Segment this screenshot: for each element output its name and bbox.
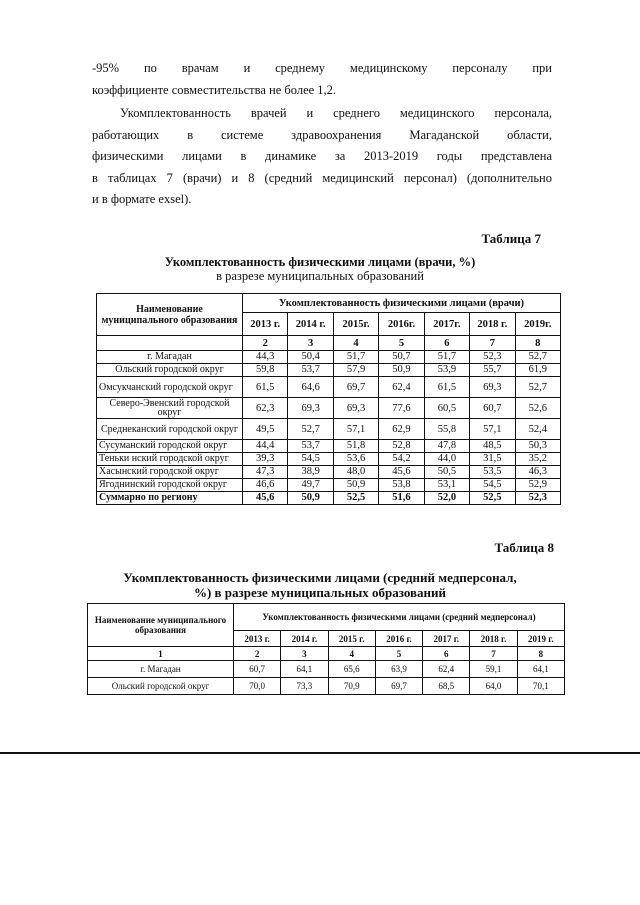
cell: 64,6	[288, 377, 333, 398]
body-line: работающих в системе здравоохранения Магаданской области,	[92, 127, 552, 142]
table-row	[97, 398, 561, 419]
body-paragraph	[92, 103, 552, 211]
cell: 50,5	[424, 466, 469, 479]
cell: 53,7	[288, 440, 333, 453]
cell: 64,1	[281, 661, 328, 678]
table8-colnum: 7	[470, 647, 517, 661]
table7-colnum: 3	[288, 336, 333, 351]
cell: 64,1	[517, 661, 564, 678]
footer-divider	[0, 752, 640, 754]
cell: 46,6	[243, 479, 288, 492]
cell: 52,4	[515, 419, 560, 440]
table8	[87, 603, 565, 695]
table-row	[97, 351, 561, 364]
table7-colnum: 6	[424, 336, 469, 351]
cell: 52,7	[288, 419, 333, 440]
cell: 52,6	[515, 398, 560, 419]
table8-name-header: Наименование муниципального образования	[88, 604, 234, 647]
cell: 70,0	[234, 678, 281, 695]
table7-label: Таблица 7	[481, 231, 541, 246]
cell: 54,5	[470, 479, 515, 492]
cell: 63,9	[375, 661, 422, 678]
cell: 35,2	[515, 453, 560, 466]
cell: 70,9	[328, 678, 375, 695]
table8-year: 2014 г.	[281, 631, 328, 647]
cell: 38,9	[288, 466, 333, 479]
cell: 69,7	[375, 678, 422, 695]
table8-heading	[0, 570, 640, 600]
cell: 57,1	[333, 419, 378, 440]
cell: 52,9	[515, 479, 560, 492]
cell: 44,4	[243, 440, 288, 453]
cell: 45,6	[243, 492, 288, 505]
table-row	[97, 419, 561, 440]
cell: 47,3	[243, 466, 288, 479]
cell: 54,2	[379, 453, 424, 466]
row-name: г. Магадан	[97, 351, 243, 364]
cell: 59,8	[243, 364, 288, 377]
cell: 52,7	[515, 377, 560, 398]
cell: 53,8	[379, 479, 424, 492]
cell: 52,5	[470, 492, 515, 505]
row-name: г. Магадан	[88, 661, 234, 678]
table8-year: 2018 г.	[470, 631, 517, 647]
cell: 61,9	[515, 364, 560, 377]
table7-title: Укомплектованность физическими лицами (врачи, %)	[164, 255, 476, 269]
body-line: физическими лицами в динамике за 2013-2019 годы представлена	[92, 149, 552, 163]
table7-year: 2019г.	[515, 313, 560, 336]
cell: 69,3	[333, 398, 378, 419]
table8-label: Таблица 8	[494, 540, 554, 555]
cell: 55,7	[470, 364, 515, 377]
table8-year: 2015 г.	[328, 631, 375, 647]
cell: 55,8	[424, 419, 469, 440]
cell: 62,4	[423, 661, 470, 678]
cell: 53,6	[333, 453, 378, 466]
cell: 48,5	[470, 440, 515, 453]
cell: 31,5	[470, 453, 515, 466]
table8-title: %) в разрезе муниципальных образований	[193, 585, 447, 600]
table8-year: 2013 г.	[234, 631, 281, 647]
cell: 61,5	[243, 377, 288, 398]
table-row	[97, 466, 561, 479]
cell: 64,0	[470, 678, 517, 695]
table7	[96, 293, 561, 505]
cell: 53,5	[470, 466, 515, 479]
cell: 54,5	[288, 453, 333, 466]
cell: 53,9	[424, 364, 469, 377]
table7-heading	[0, 255, 640, 283]
table7-colnum-blank	[97, 336, 243, 351]
body-line: в таблицах 7 (врачи) и 8 (средний медицинский персонал) (дополнительно	[92, 170, 552, 185]
table8-year: 2017 г.	[423, 631, 470, 647]
table8-colnum: 1	[88, 647, 234, 661]
intro-line: коэффициенте совместительства не более 1,2.	[92, 82, 337, 97]
cell: 69,3	[288, 398, 333, 419]
cell: 60,7	[234, 661, 281, 678]
intro-paragraph	[92, 58, 552, 101]
cell: 52,8	[379, 440, 424, 453]
table7-colnum: 4	[333, 336, 378, 351]
cell: 51,7	[424, 351, 469, 364]
table8-year: 2019 г.	[517, 631, 564, 647]
table7-year: 2016г.	[379, 313, 424, 336]
cell: 45,6	[379, 466, 424, 479]
table7-subtitle: в разрезе муниципальных образований	[216, 269, 424, 283]
row-name: Омсукчанский городской округ	[97, 377, 243, 398]
table-row	[97, 377, 561, 398]
cell: 70,1	[517, 678, 564, 695]
body-line: Укомплектованность врачей и среднего медицинского персонала,	[120, 106, 552, 120]
cell: 51,7	[333, 351, 378, 364]
cell: 52,3	[470, 351, 515, 364]
cell: 68,5	[423, 678, 470, 695]
row-name: Ольский городской округ	[88, 678, 234, 695]
cell: 51,6	[379, 492, 424, 505]
table8-title: Укомплектованность физическими лицами (средний медперсонал,	[123, 570, 517, 585]
cell: 59,1	[470, 661, 517, 678]
cell: 53,7	[288, 364, 333, 377]
table-row	[97, 453, 561, 466]
cell: 50,4	[288, 351, 333, 364]
table7-year: 2018 г.	[470, 313, 515, 336]
cell: 47,8	[424, 440, 469, 453]
table7-colnum: 5	[379, 336, 424, 351]
cell: 50,9	[288, 492, 333, 505]
cell: 65,6	[328, 661, 375, 678]
row-name: Теньки нский городской округ	[97, 453, 243, 466]
row-name: Северо-Эвенский городской округ	[97, 398, 243, 419]
table8-group-header: Укомплектованность физическими лицами (средний медперсонал)	[234, 604, 565, 631]
cell: 62,4	[379, 377, 424, 398]
row-name: Ягоднинский городской округ	[97, 479, 243, 492]
cell: 60,5	[424, 398, 469, 419]
cell: 44,0	[424, 453, 469, 466]
cell: 50,9	[333, 479, 378, 492]
table7-year: 2017г.	[424, 313, 469, 336]
cell: 52,5	[333, 492, 378, 505]
cell: 39,3	[243, 453, 288, 466]
cell: 48,0	[333, 466, 378, 479]
cell: 69,3	[470, 377, 515, 398]
table7-group-header: Укомплектованность физическими лицами (врачи)	[243, 294, 561, 313]
cell: 50,9	[379, 364, 424, 377]
row-name: Сусуманский городской округ	[97, 440, 243, 453]
table8-colnum: 2	[234, 647, 281, 661]
table-row	[88, 661, 565, 678]
table-row	[88, 678, 565, 695]
table8-year: 2016 г.	[375, 631, 422, 647]
table-row	[97, 364, 561, 377]
cell: 57,1	[470, 419, 515, 440]
table-row	[97, 479, 561, 492]
cell: 51,8	[333, 440, 378, 453]
table8-colnum: 5	[375, 647, 422, 661]
cell: 49,5	[243, 419, 288, 440]
table7-year: 2013 г.	[243, 313, 288, 336]
intro-line: -95% по врачам и среднему медицинскому персоналу при	[92, 61, 552, 75]
table8-colnum: 6	[423, 647, 470, 661]
cell: 69,7	[333, 377, 378, 398]
cell: 50,3	[515, 440, 560, 453]
table8-colnum: 8	[517, 647, 564, 661]
cell: 77,6	[379, 398, 424, 419]
table-total-row	[97, 492, 561, 505]
cell: 57,9	[333, 364, 378, 377]
cell: 60,7	[470, 398, 515, 419]
cell: 52,0	[424, 492, 469, 505]
total-name: Суммарно по региону	[97, 492, 243, 505]
cell: 62,9	[379, 419, 424, 440]
cell: 50,7	[379, 351, 424, 364]
cell: 44,3	[243, 351, 288, 364]
cell: 52,7	[515, 351, 560, 364]
cell: 61,5	[424, 377, 469, 398]
table7-year: 2015г.	[333, 313, 378, 336]
table-row	[97, 440, 561, 453]
cell: 49,7	[288, 479, 333, 492]
table7-colnum: 8	[515, 336, 560, 351]
table7-year: 2014 г.	[288, 313, 333, 336]
table7-colnum: 2	[243, 336, 288, 351]
cell: 53,1	[424, 479, 469, 492]
table7-name-header: Наименование муниципального образования	[97, 294, 243, 336]
table7-colnum: 7	[470, 336, 515, 351]
row-name: Среднеканский городской округ	[97, 419, 243, 440]
row-name: Хасынский городской округ	[97, 466, 243, 479]
body-line: и в формате exsel).	[92, 192, 192, 206]
cell: 62,3	[243, 398, 288, 419]
row-name: Ольский городской округ	[97, 364, 243, 377]
cell: 73,3	[281, 678, 328, 695]
cell: 46,3	[515, 466, 560, 479]
cell: 52,3	[515, 492, 560, 505]
table8-colnum: 4	[328, 647, 375, 661]
table8-colnum: 3	[281, 647, 328, 661]
